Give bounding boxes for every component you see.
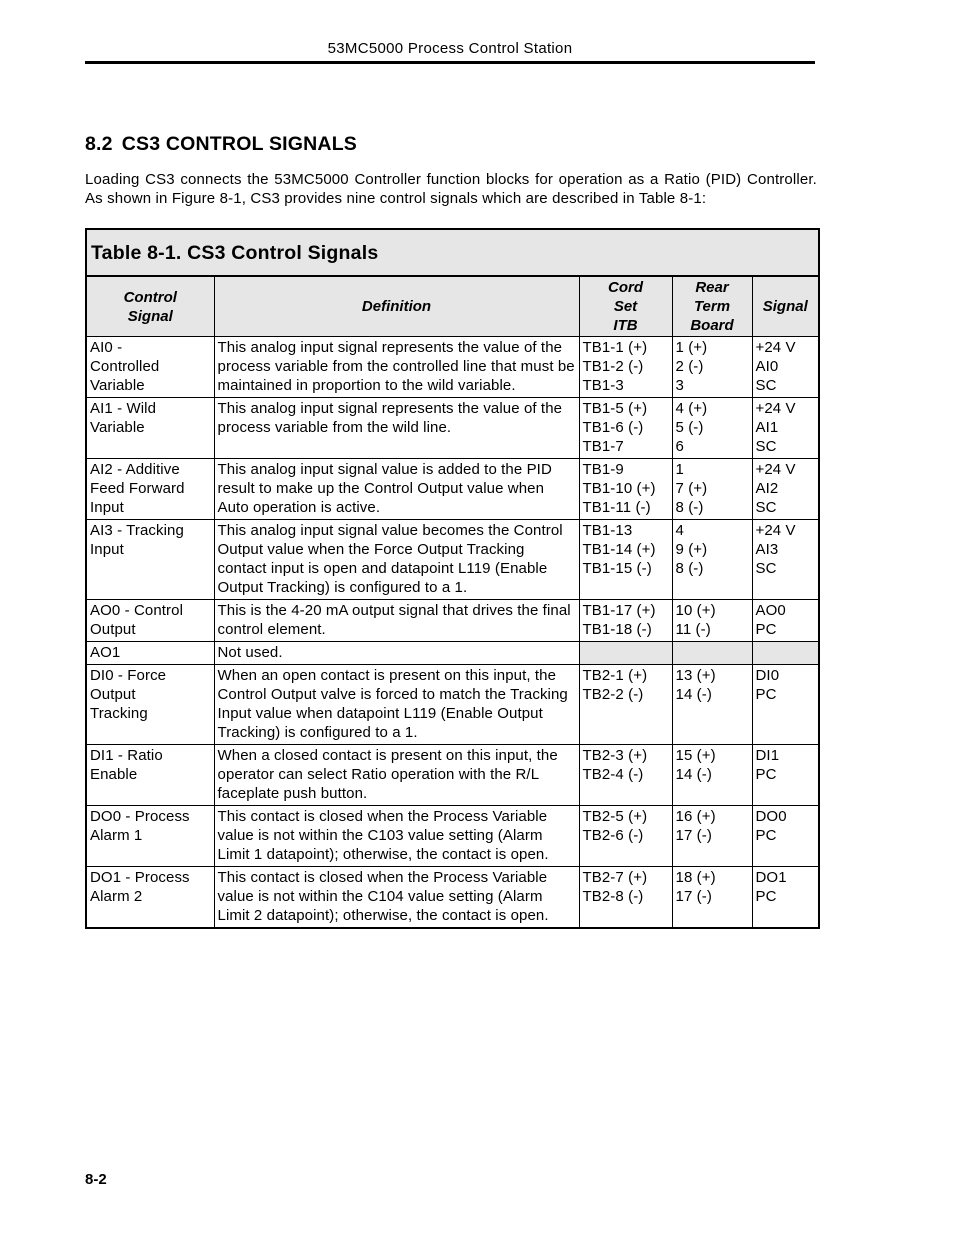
cell-line: Variable <box>90 419 145 436</box>
running-header: 53MC5000 Process Control Station <box>327 40 573 57</box>
table-body <box>86 337 819 929</box>
cell-line: 1 <box>675 461 684 478</box>
signal-cell <box>752 806 819 867</box>
control-signal-cell <box>86 337 214 398</box>
cell-line: SC <box>755 377 777 394</box>
table-row <box>86 642 819 665</box>
cell-line: Output <box>90 621 136 638</box>
cell-line: TB2-7 (+) <box>582 869 648 886</box>
rear-term-cell <box>672 459 752 520</box>
cord-set-cell <box>579 665 672 745</box>
cell-line: 17 (-) <box>675 888 712 905</box>
cell-line: SC <box>755 560 777 577</box>
cell-line: 18 (+) <box>675 869 716 886</box>
rear-term-cell <box>672 520 752 600</box>
cell-line: Variable <box>90 377 145 394</box>
rear-term-cell <box>672 806 752 867</box>
signal-cell <box>752 745 819 806</box>
rear-term-cell <box>672 642 752 665</box>
signal-cell <box>752 642 819 665</box>
cell-line: DO1 - Process <box>90 869 190 886</box>
cell-line: DI0 - Force <box>90 667 167 684</box>
header-line: Rear <box>695 279 729 296</box>
cell-line: 16 (+) <box>675 808 716 825</box>
cell-line: DI1 <box>755 747 780 764</box>
control-signal-cell <box>86 867 214 929</box>
cord-set-cell <box>579 642 672 665</box>
signal-cell <box>752 665 819 745</box>
cell-line: AI2 - Additive <box>90 461 180 478</box>
cell-line: Alarm 1 <box>90 827 143 844</box>
cell-line: 10 (+) <box>675 602 716 619</box>
rear-term-cell <box>672 665 752 745</box>
cell-line: TB1-11 (-) <box>582 499 651 516</box>
cell-line: 2 (-) <box>675 358 704 375</box>
definition-cell: This contact is closed when the Process Variable value is not within the C103 value setting (Alarm Limit 1 datapoint); otherwise, the contact is open. <box>214 806 579 867</box>
cell-line: TB1-13 <box>582 522 633 539</box>
control-signal-cell <box>86 520 214 600</box>
table-row <box>86 600 819 642</box>
page-number: 8-2 <box>85 1171 107 1188</box>
table-caption: Table 8-1. CS3 Control Signals <box>85 228 820 275</box>
table-row <box>86 745 819 806</box>
cell-line: +24 V <box>755 522 796 539</box>
table-row <box>86 806 819 867</box>
cord-set-cell <box>579 520 672 600</box>
cell-line: AI3 - Tracking <box>90 522 184 539</box>
col-header-control-signal <box>86 276 214 337</box>
cell-line: 17 (-) <box>675 827 712 844</box>
header-line: Set <box>613 298 638 315</box>
header-line: Signal <box>762 298 808 315</box>
cell-line: 15 (+) <box>675 747 716 764</box>
header-line: Signal <box>127 307 173 325</box>
cell-line: 7 (+) <box>675 480 708 497</box>
cell-line: TB1-15 (-) <box>582 560 652 577</box>
rear-term-cell <box>672 867 752 929</box>
cell-line: TB2-3 (+) <box>582 747 648 764</box>
cell-line: TB2-8 (-) <box>582 888 644 905</box>
definition-cell: When an open contact is present on this input, the Control Output valve is forced to match the Tracking Input value when datapoint L119 (Enable Output Tracking) is configured to a 1. <box>214 665 579 745</box>
rear-term-cell <box>672 398 752 459</box>
cell-line: TB2-2 (-) <box>582 686 644 703</box>
col-header-cord-set-itb <box>579 276 672 337</box>
table-row <box>86 337 819 398</box>
cell-line: +24 V <box>755 400 796 417</box>
control-signal-cell <box>86 600 214 642</box>
cell-line: SC <box>755 438 777 455</box>
cell-line: TB1-18 (-) <box>582 621 652 638</box>
definition-cell: This is the 4-20 mA output signal that drives the final control element. <box>214 600 579 642</box>
cell-line: TB1-10 (+) <box>582 480 656 497</box>
cell-line: AO0 - Control <box>90 602 183 619</box>
cell-line: AO0 <box>755 602 786 619</box>
cell-line: AO1 <box>90 644 121 661</box>
cell-line: TB1-5 (+) <box>582 400 648 417</box>
cell-line: TB2-5 (+) <box>582 808 648 825</box>
section-title: CS3 CONTROL SIGNALS <box>121 133 358 155</box>
cell-line: TB1-6 (-) <box>582 419 644 436</box>
cell-line: AI0 - <box>90 339 123 356</box>
cell-line: 14 (-) <box>675 766 712 783</box>
section-heading <box>85 133 357 156</box>
cell-line: TB1-14 (+) <box>582 541 656 558</box>
section-number: 8.2 <box>85 133 113 155</box>
definition-cell: This analog input signal represents the value of the process variable from the controlled line that must be maintained in proportion to the wild variable. <box>214 337 579 398</box>
col-header-definition <box>214 276 579 337</box>
cell-line: Feed Forward <box>90 480 185 497</box>
cord-set-cell <box>579 337 672 398</box>
cell-line: Controlled <box>90 358 160 375</box>
cell-line: DI1 - Ratio <box>90 747 163 764</box>
cord-set-cell <box>579 745 672 806</box>
cell-line: AI2 <box>755 480 779 497</box>
cell-line: 5 (-) <box>675 419 704 436</box>
definition-cell: This analog input signal represents the value of the process variable from the wild line. <box>214 398 579 459</box>
cell-line: +24 V <box>755 339 796 356</box>
cell-line: 8 (-) <box>675 499 704 516</box>
intro-paragraph: Loading CS3 connects the 53MC5000 Controller function blocks for operation as a Ratio (PID) Controller. As shown in Figure 8-1, CS3 provides nine control signals which are described in Table 8-1: <box>85 171 817 207</box>
table-header-row <box>86 276 819 337</box>
table-row <box>86 459 819 520</box>
table-container <box>85 228 818 929</box>
cell-line: TB2-6 (-) <box>582 827 644 844</box>
table-row <box>86 665 819 745</box>
signal-cell <box>752 867 819 929</box>
signal-cell <box>752 520 819 600</box>
cell-line: TB1-9 <box>582 461 624 478</box>
cell-line: AI1 <box>755 419 779 436</box>
definition-cell: Not used. <box>214 642 579 665</box>
header-line: Cord <box>608 279 643 296</box>
cell-line: AI3 <box>755 541 779 558</box>
table-row <box>86 867 819 929</box>
cell-line: DO1 <box>755 869 787 886</box>
cell-line: TB1-7 <box>582 438 624 455</box>
cell-line: 6 <box>675 438 684 455</box>
definition-cell: This analog input signal value becomes the Control Output value when the Force Output Tracking contact input is open and datapoint L119 (Enable Output Tracking) is configured to a 1. <box>214 520 579 600</box>
cell-line: Enable <box>90 766 138 783</box>
header-line: Term <box>693 298 731 315</box>
control-signal-cell <box>86 642 214 665</box>
cell-line: SC <box>755 499 777 516</box>
cord-set-cell <box>579 398 672 459</box>
cell-line: TB1-1 (+) <box>582 339 648 356</box>
cell-line: PC <box>755 888 777 905</box>
cell-line: TB2-4 (-) <box>582 766 644 783</box>
cell-line: 4 (+) <box>675 400 708 417</box>
header-line: ITB <box>613 317 638 334</box>
cell-line: 1 (+) <box>675 339 708 356</box>
cell-line: Input <box>90 541 124 558</box>
header-line: Definition <box>361 298 432 315</box>
rear-term-cell <box>672 337 752 398</box>
cell-line: AI0 <box>755 358 779 375</box>
cell-line: Input <box>90 499 124 516</box>
definition-cell: This analog input signal value is added to the PID result to make up the Control Output value when Auto operation is active. <box>214 459 579 520</box>
cell-line: DO0 - Process <box>90 808 190 825</box>
definition-cell: When a closed contact is present on this input, the operator can select Ratio operation with the R/L faceplate push button. <box>214 745 579 806</box>
control-signal-cell <box>86 745 214 806</box>
cord-set-cell <box>579 867 672 929</box>
control-signal-cell <box>86 459 214 520</box>
signal-cell <box>752 398 819 459</box>
cord-set-cell <box>579 459 672 520</box>
cell-line: 4 <box>675 522 684 539</box>
header-line: Board <box>690 317 734 334</box>
table-row <box>86 398 819 459</box>
cell-line: PC <box>755 621 777 638</box>
cell-line: PC <box>755 766 777 783</box>
control-signal-cell <box>86 806 214 867</box>
header-rule <box>85 61 815 64</box>
cord-set-cell <box>579 600 672 642</box>
control-signals-table <box>85 228 820 929</box>
rear-term-cell <box>672 745 752 806</box>
cord-set-cell <box>579 806 672 867</box>
cell-line: Tracking <box>90 705 148 722</box>
signal-cell <box>752 337 819 398</box>
cell-line: 9 (+) <box>675 541 708 558</box>
cell-line: 3 <box>675 377 684 394</box>
cell-line: DI0 <box>755 667 780 684</box>
signal-cell <box>752 459 819 520</box>
rear-term-cell <box>672 600 752 642</box>
cell-line: 11 (-) <box>675 621 711 638</box>
cell-line: TB1-2 (-) <box>582 358 644 375</box>
cell-line: 8 (-) <box>675 560 704 577</box>
cell-line: PC <box>755 827 777 844</box>
cell-line: DO0 <box>755 808 787 825</box>
cell-line: Alarm 2 <box>90 888 143 905</box>
cell-line: PC <box>755 686 777 703</box>
cell-line: 13 (+) <box>675 667 716 684</box>
cell-line: +24 V <box>755 461 796 478</box>
cell-line: TB1-3 <box>582 377 624 394</box>
header-line: Control <box>123 288 177 306</box>
cell-line: TB1-17 (+) <box>582 602 656 619</box>
cell-line: 14 (-) <box>675 686 712 703</box>
cell-line: Output <box>90 686 136 703</box>
control-signal-cell <box>86 665 214 745</box>
control-signal-cell <box>86 398 214 459</box>
signal-cell <box>752 600 819 642</box>
definition-cell: This contact is closed when the Process Variable value is not within the C104 value setting (Alarm Limit 2 datapoint); otherwise, the contact is open. <box>214 867 579 929</box>
col-header-rear-term-board <box>672 276 752 337</box>
cell-line: TB2-1 (+) <box>582 667 648 684</box>
cell-line: AI1 - Wild <box>90 400 157 417</box>
table-row <box>86 520 819 600</box>
col-header-signal <box>752 276 819 337</box>
